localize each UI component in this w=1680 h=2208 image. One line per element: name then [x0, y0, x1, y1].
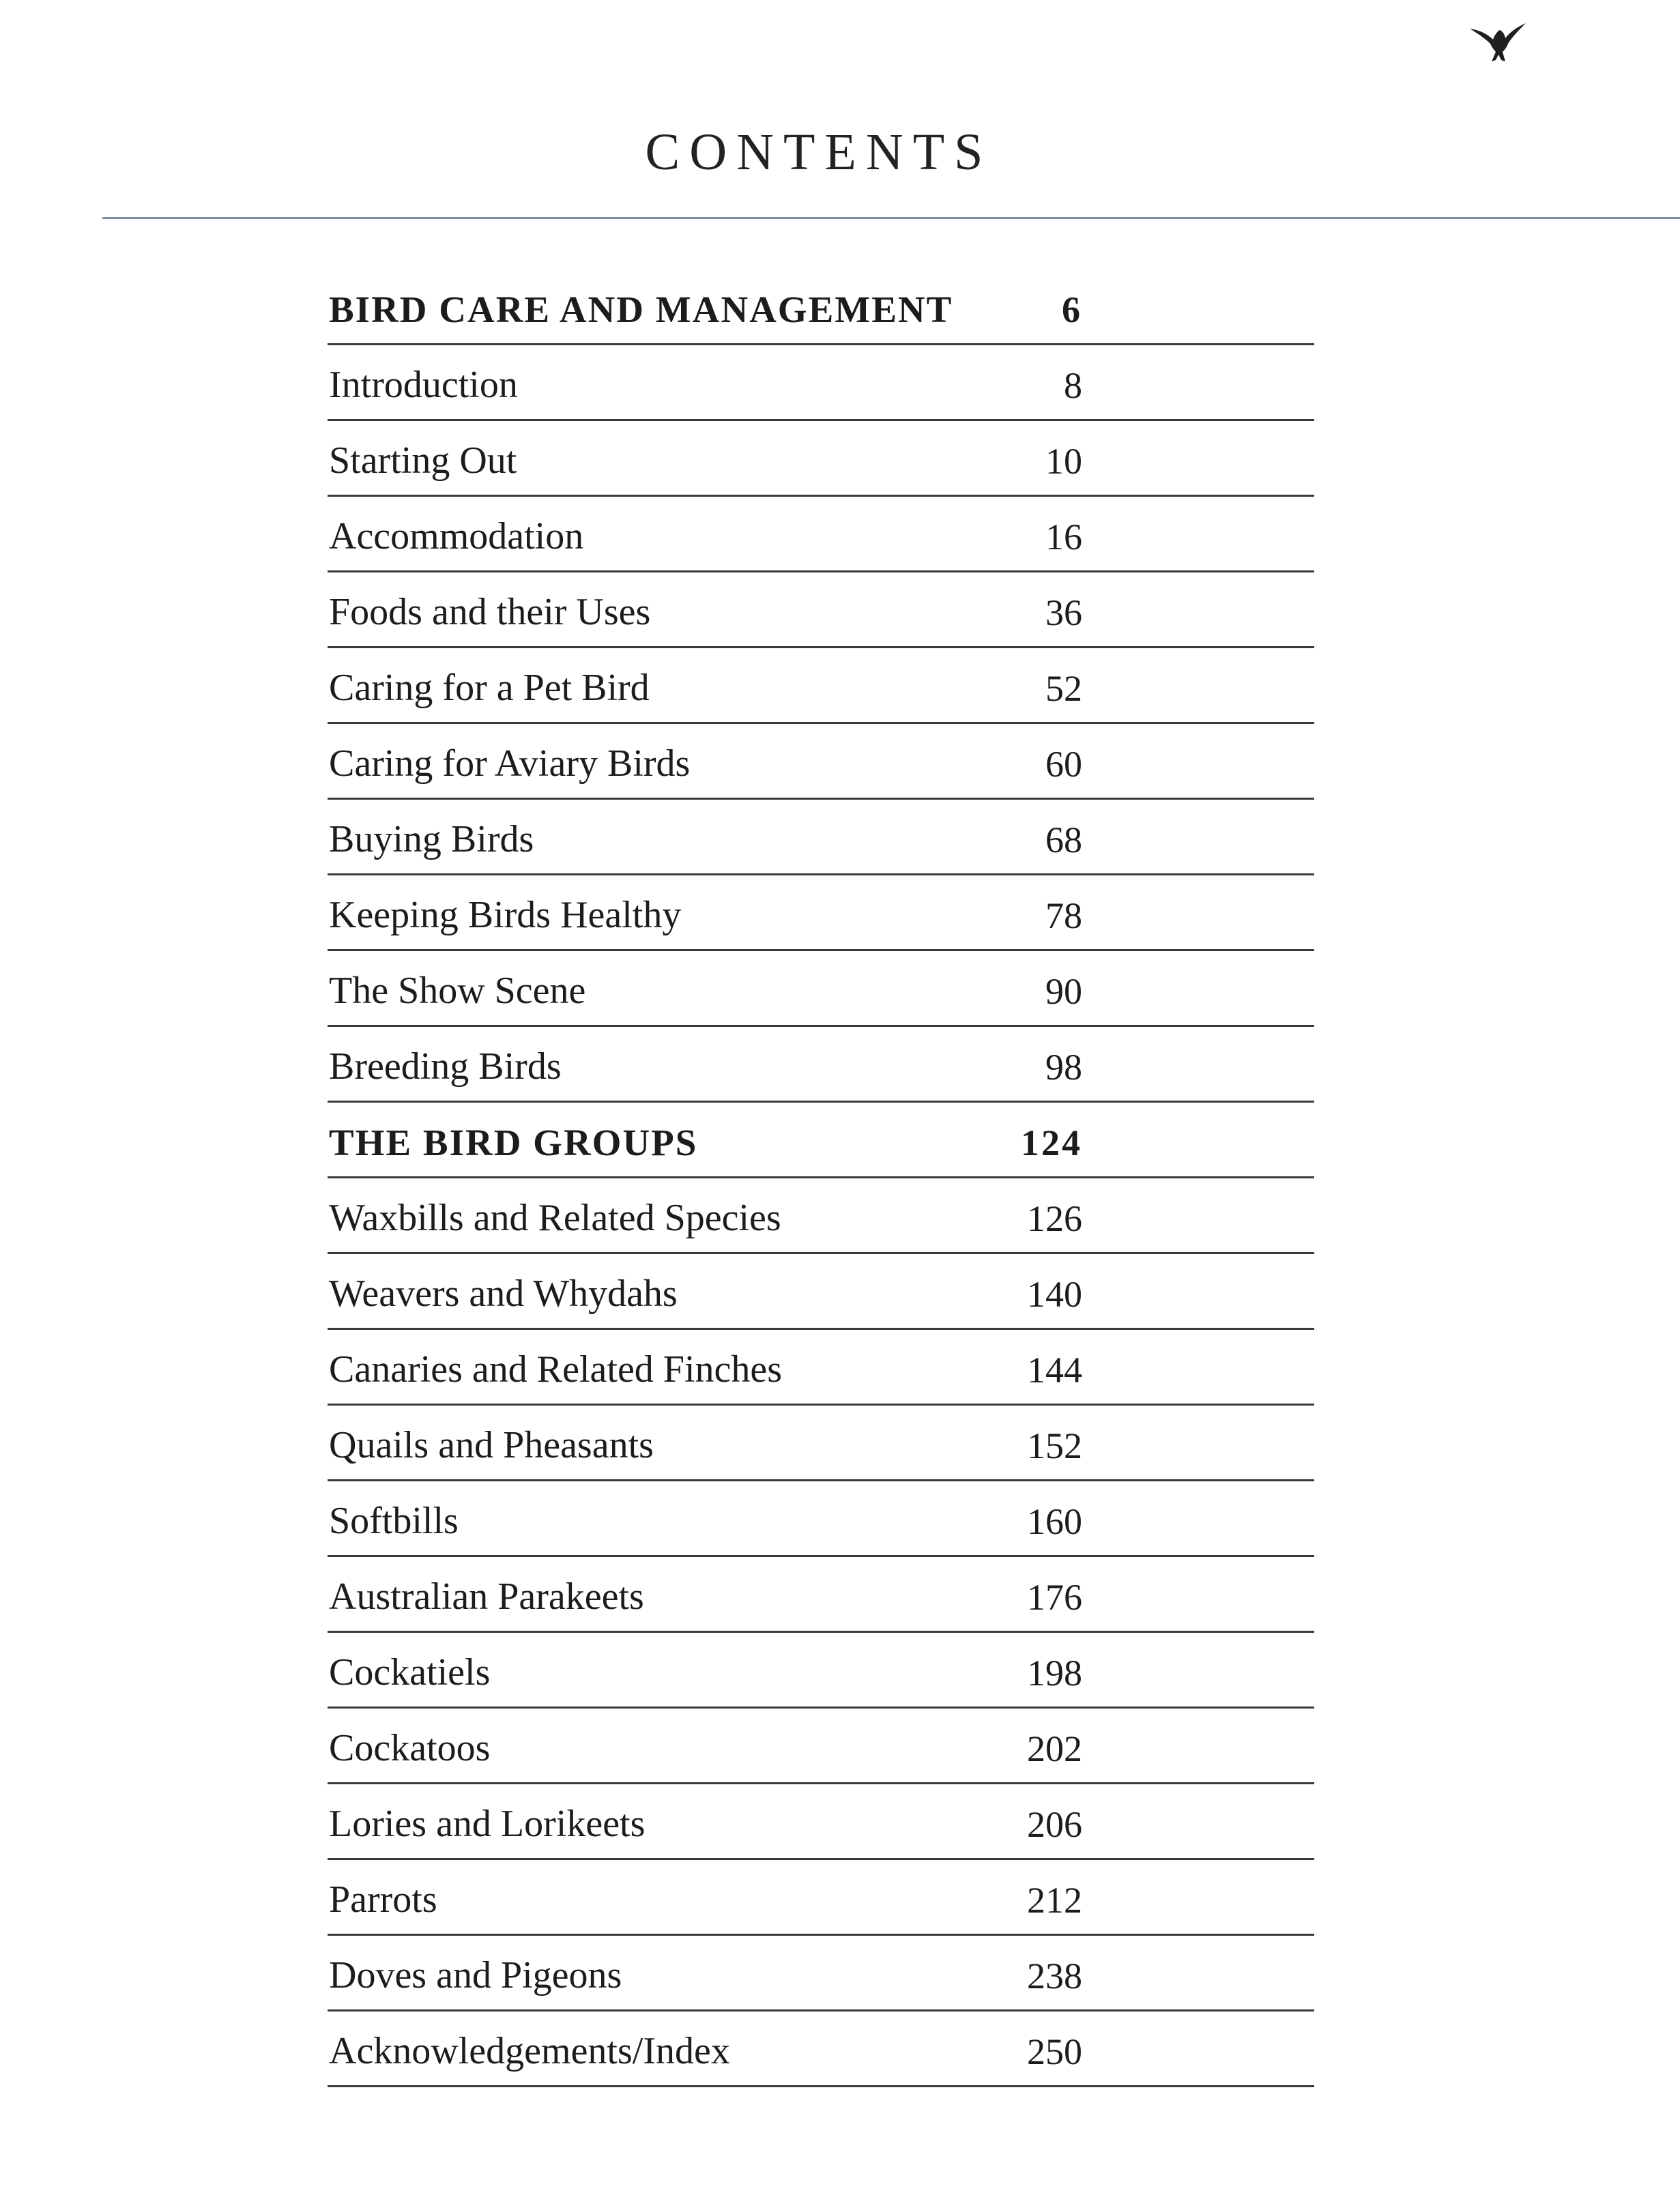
toc-entry-page-number: 8	[1064, 365, 1082, 406]
toc-entry-page-number: 126	[1027, 1198, 1082, 1239]
toc-entry-page-number: 198	[1027, 1653, 1082, 1694]
toc-entry	[328, 1709, 1314, 1784]
toc-section-heading	[328, 1103, 1314, 1178]
toc-entry-page-number: 16	[1045, 517, 1082, 557]
toc-entry-label: Australian Parakeets	[329, 1575, 644, 1618]
toc-entry	[328, 1481, 1314, 1557]
toc-entry-label: Softbills	[329, 1500, 459, 1542]
toc-entry	[328, 648, 1314, 724]
toc-entry	[328, 2011, 1314, 2087]
toc-entry-label: Cockatoos	[329, 1727, 491, 1769]
toc-entry	[328, 497, 1314, 572]
toc-entry-page-number: 124	[1021, 1122, 1082, 1163]
table-of-contents	[328, 267, 1314, 2087]
toc-entry	[328, 1860, 1314, 1936]
toc-entry	[328, 1557, 1314, 1633]
toc-entry-page-number: 52	[1045, 668, 1082, 709]
toc-entry-page-number: 36	[1045, 592, 1082, 633]
toc-entry-label: Starting Out	[329, 439, 517, 482]
toc-entry	[328, 1330, 1314, 1406]
toc-entry-label: Buying Birds	[329, 818, 534, 860]
toc-entry	[328, 345, 1314, 421]
toc-entry-label: Caring for a Pet Bird	[329, 667, 650, 709]
toc-entry-label: THE BIRD GROUPS	[329, 1122, 698, 1163]
toc-entry	[328, 951, 1314, 1027]
toc-entry-label: Cockatiels	[329, 1651, 491, 1694]
toc-entry-label: Weavers and Whydahs	[329, 1273, 678, 1315]
toc-entry-page-number: 6	[1062, 289, 1082, 330]
toc-entry	[328, 572, 1314, 648]
toc-entry-label: Waxbills and Related Species	[329, 1197, 781, 1239]
title-rule	[102, 217, 1680, 219]
toc-entry-page-number: 68	[1045, 819, 1082, 860]
toc-entry	[328, 1633, 1314, 1709]
toc-entry	[328, 1936, 1314, 2011]
toc-entry-label: Accommodation	[329, 515, 584, 557]
toc-entry	[328, 421, 1314, 497]
toc-entry	[328, 875, 1314, 951]
toc-entry-label: Doves and Pigeons	[329, 1954, 622, 1996]
toc-entry-page-number: 238	[1027, 1956, 1082, 1996]
toc-entry	[328, 1406, 1314, 1481]
toc-entry-label: Canaries and Related Finches	[329, 1348, 783, 1391]
toc-entry-label: Caring for Aviary Birds	[329, 742, 691, 785]
page-title	[0, 123, 1638, 182]
toc-entry-label: Keeping Birds Healthy	[329, 894, 682, 936]
toc-entry	[328, 1784, 1314, 1860]
toc-entry-page-number: 90	[1045, 971, 1082, 1012]
toc-entry	[328, 1178, 1314, 1254]
toc-entry-page-number: 10	[1045, 441, 1082, 482]
toc-entry-page-number: 152	[1027, 1425, 1082, 1466]
toc-entry	[328, 1254, 1314, 1330]
toc-entry-page-number: 144	[1027, 1350, 1082, 1391]
toc-entry-label: Introduction	[329, 364, 518, 406]
toc-entry-page-number: 202	[1027, 1728, 1082, 1769]
toc-entry-page-number: 78	[1045, 895, 1082, 936]
toc-entry-page-number: 98	[1045, 1047, 1082, 1088]
page-title-text: CONTENTS	[645, 124, 993, 181]
toc-entry-page-number: 212	[1027, 1880, 1082, 1921]
toc-entry-page-number: 206	[1027, 1804, 1082, 1845]
toc-entry-page-number: 160	[1027, 1501, 1082, 1542]
bird-silhouette-icon	[1467, 15, 1529, 64]
toc-entry-page-number: 60	[1045, 744, 1082, 785]
toc-entry-label: Parrots	[329, 1878, 437, 1921]
toc-entry-page-number: 176	[1027, 1577, 1082, 1618]
toc-entry	[328, 1027, 1314, 1103]
toc-entry-page-number: 140	[1027, 1274, 1082, 1315]
toc-entry-label: Breeding Birds	[329, 1045, 562, 1088]
toc-entry-page-number: 250	[1027, 2031, 1082, 2072]
toc-entry-label: Acknowledgements/Index	[329, 2030, 730, 2072]
toc-entry	[328, 724, 1314, 800]
toc-entry-label: The Show Scene	[329, 970, 586, 1012]
toc-entry-label: Foods and their Uses	[329, 591, 651, 633]
toc-section-heading	[328, 267, 1314, 345]
toc-entry	[328, 800, 1314, 875]
toc-entry-label: Quails and Pheasants	[329, 1424, 654, 1466]
toc-entry-label: BIRD CARE AND MANAGEMENT	[329, 289, 953, 330]
toc-entry-label: Lories and Lorikeets	[329, 1803, 646, 1845]
